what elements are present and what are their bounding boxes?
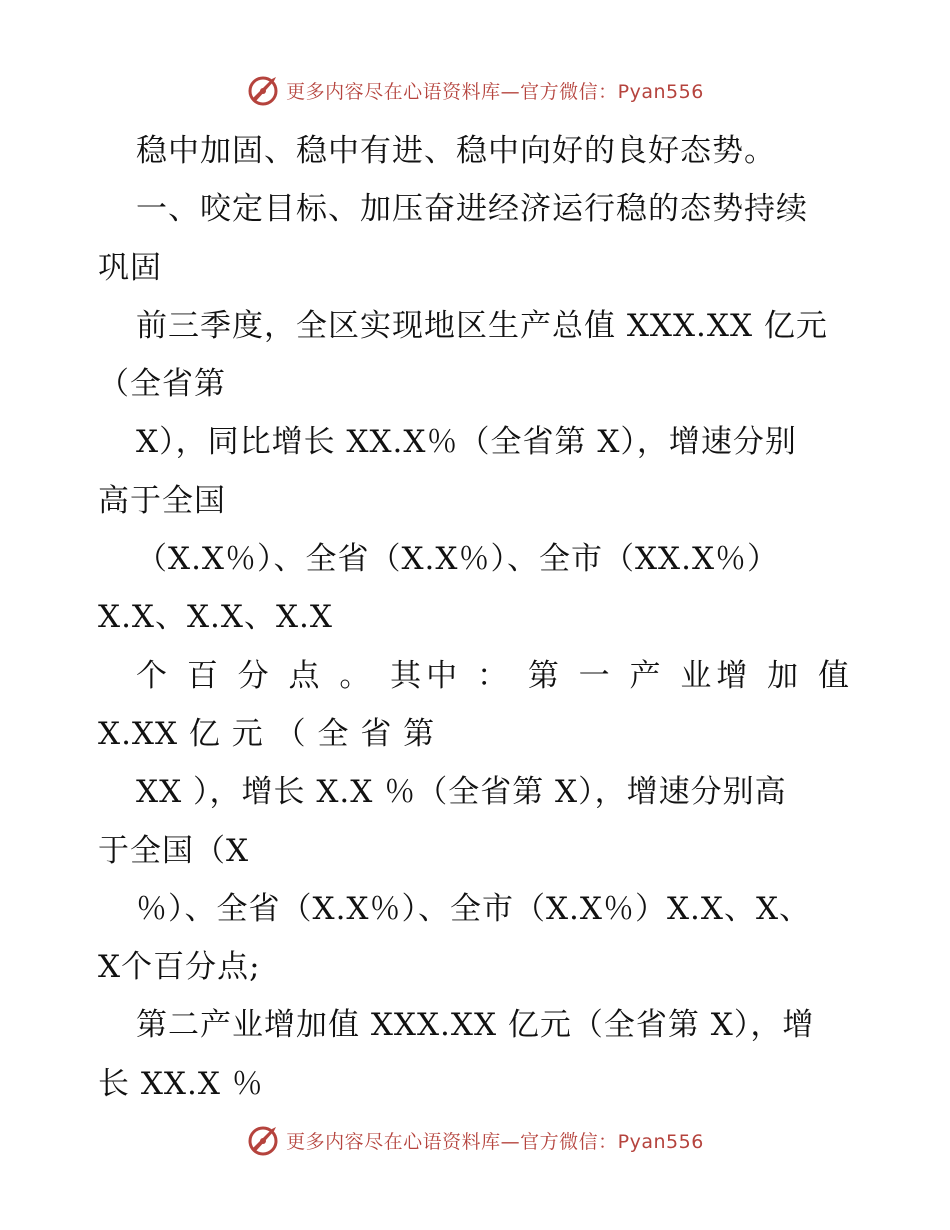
text-line: X.X、X.X、X.X bbox=[98, 599, 333, 636]
text-line: X.XX 亿 元 （ 全 省 第 bbox=[98, 715, 436, 752]
quill-circle-logo-icon bbox=[246, 1123, 280, 1157]
text-line: 高于全国 bbox=[98, 482, 226, 519]
document-body bbox=[98, 122, 850, 1113]
text-line: 个 百 分 点 。 其中 ： 第 一 产 业增 加 值 bbox=[136, 657, 850, 694]
text-line: XX ），增长 X.X ％（全省第 X），增速分别高 bbox=[136, 774, 787, 811]
header-text: 更多内容尽在心语资料库—官方微信：Pyan556 bbox=[286, 80, 704, 103]
footer-banner bbox=[0, 1120, 950, 1160]
text-line: 于全国（X bbox=[98, 832, 250, 869]
text-line: 巩固 bbox=[98, 249, 162, 286]
quill-circle-logo-icon bbox=[246, 73, 280, 107]
text-line: ％）、全省（X.X％）、全市（X.X％）X.X、X、 bbox=[136, 890, 812, 927]
text-line: 一、咬定目标、加压奋进经济运行稳的态势持续 bbox=[136, 191, 808, 228]
text-line: 前三季度，全区实现地区生产总值 XXX.XX 亿元 bbox=[136, 307, 828, 344]
text-line: 第二产业增加值 XXX.XX 亿元（全省第 X），增 bbox=[136, 1007, 815, 1044]
text-line: X），同比增长 XX.X％（全省第 X），增速分别 bbox=[136, 424, 797, 461]
text-line: 长 XX.X ％ bbox=[98, 1065, 264, 1102]
text-line: （全省第 bbox=[98, 366, 226, 403]
header-banner bbox=[0, 70, 950, 110]
text-line: （X.X％）、全省（X.X％）、全市（XX.X％） bbox=[136, 541, 780, 578]
footer-text: 更多内容尽在心语资料库—官方微信：Pyan556 bbox=[286, 1130, 704, 1153]
text-line: X个百分点; bbox=[98, 949, 261, 986]
text-line: 稳中加固、稳中有进、稳中向好的良好态势。 bbox=[136, 133, 776, 169]
